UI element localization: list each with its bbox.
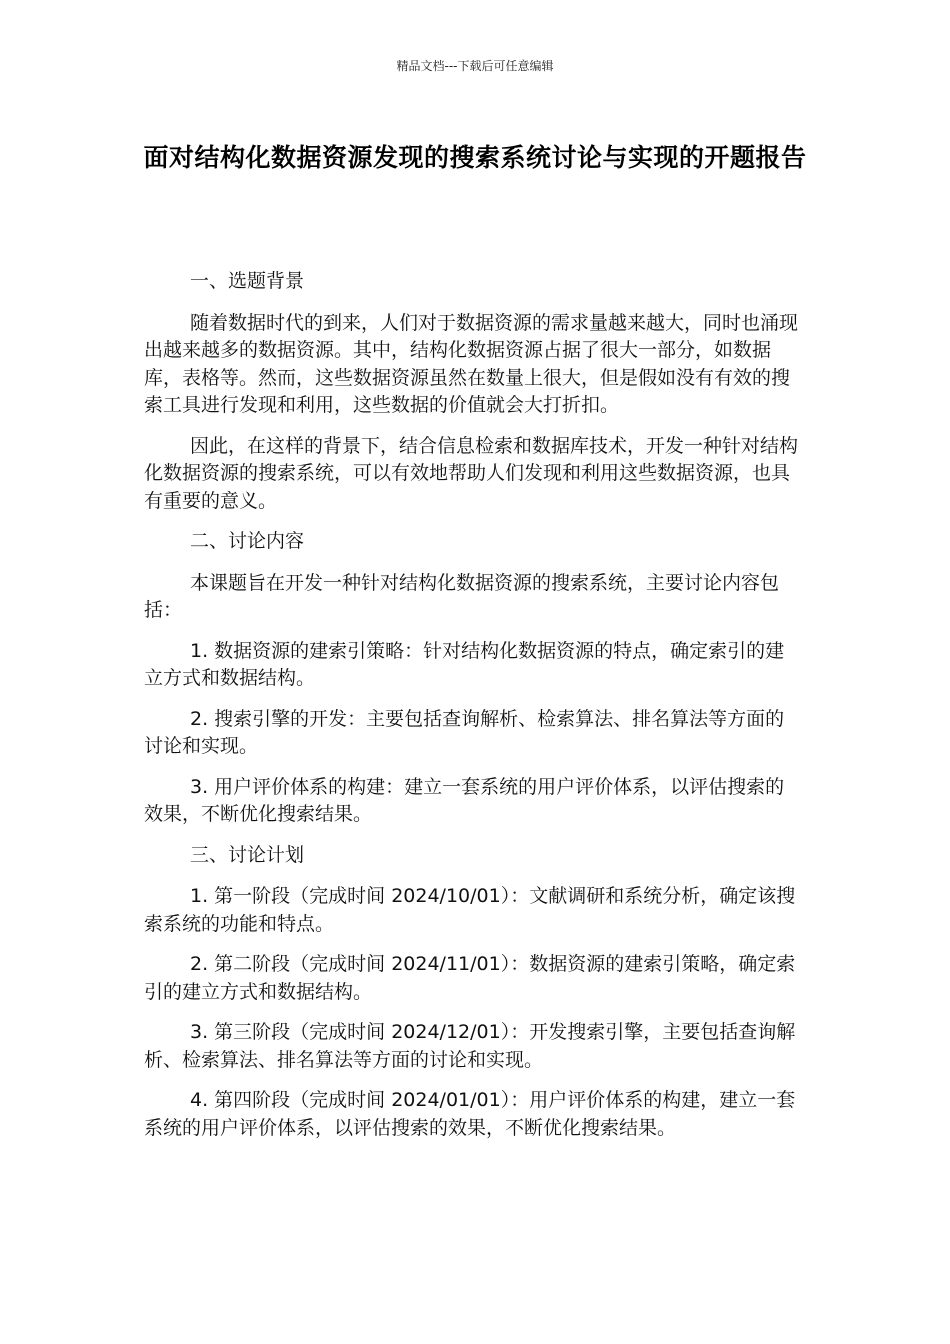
list-item: 4. 第四阶段（完成时间 2024/01/01）：用户评价体系的构建，建立一套系统的用户评价体系，以评估搜索的效果，不断优化搜索结果。 [144,1089,796,1139]
paragraph: 随着数据时代的到来，人们对于数据资源的需求量越来越大，同时也涌现出越来越多的数据资源。其中，结构化数据资源占据了很大一部分，如数据库，表格等。然而，这些数据资源虽然在数量上很大，但是假如没有有效的搜索工具进行发现和利用，这些数据的价值就会大打折扣。 [144,311,799,416]
list-item: 3. 第三阶段（完成时间 2024/12/01）：开发搜索引擎，主要包括查询解析、检索算法、排名算法等方面的讨论和实现。 [144,1021,796,1071]
list-item: 3. 用户评价体系的构建：建立一套系统的用户评价体系，以评估搜索的效果，不断优化搜索结果。 [144,775,785,825]
document-title: 面对结构化数据资源发现的搜索系统讨论与实现的开题报告 [143,143,807,172]
section-heading-plan: 三、讨论计划 [190,843,305,866]
section-heading-background: 一、选题背景 [190,270,305,292]
list-item: 2. 第二阶段（完成时间 2024/11/01）：数据资源的建索引策略，确定索引的建立方式和数据结构。 [144,953,796,1003]
section-heading-content: 二、讨论内容 [190,530,305,552]
paragraph: 因此，在这样的背景下，结合信息检索和数据库技术，开发一种针对结构化数据资源的搜索系统，可以有效地帮助人们发现和利用这些数据资源，也具有重要的意义。 [144,434,799,512]
paragraph: 本课题旨在开发一种针对结构化数据资源的搜索系统，主要讨论内容包括： [144,571,780,621]
list-item: 1. 数据资源的建索引策略：针对结构化数据资源的特点，确定索引的建立方式和数据结构。 [144,639,785,689]
list-item: 1. 第一阶段（完成时间 2024/10/01）：文献调研和系统分析，确定该搜索系统的功能和特点。 [144,885,796,935]
list-item: 2. 搜索引擎的开发：主要包括查询解析、检索算法、排名算法等方面的讨论和实现。 [144,707,785,757]
page-header: 精品文档---下载后可任意编辑 [396,59,554,73]
document-body [144,268,800,1155]
